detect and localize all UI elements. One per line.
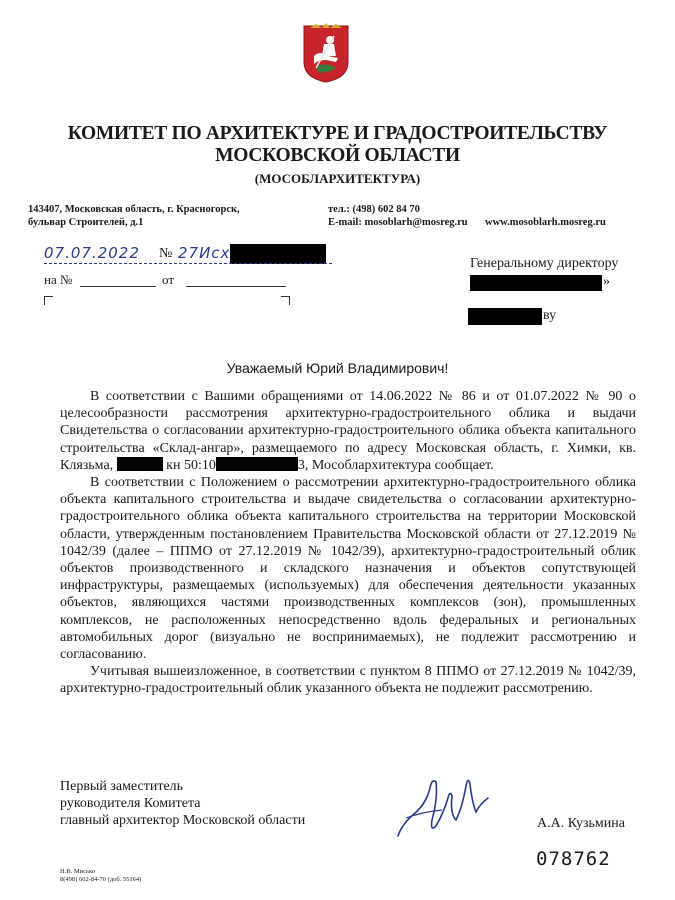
committee-name-line1: КОМИТЕТ ПО АРХИТЕКТУРЕ И ГРАДОСТРОИТЕЛЬСТВУ <box>67 123 608 144</box>
on-number-label: на № <box>44 272 73 287</box>
signatory-name: А.А. Кузьмина <box>537 816 625 831</box>
contact-block <box>328 203 468 229</box>
address-line2: бульвар Строителей, д.1 <box>28 217 144 228</box>
on-number-field <box>80 286 156 287</box>
incoming-reference <box>44 272 332 290</box>
redaction-box <box>117 457 163 471</box>
handwritten-signature-icon <box>392 768 502 848</box>
recipient-company-tail: » <box>603 274 610 289</box>
signatory-title-line2: руководителя Комитета <box>60 796 201 811</box>
corner-mark-right <box>281 296 290 305</box>
from-field <box>186 286 286 287</box>
redaction-box <box>230 244 326 264</box>
paragraph-2: В соответствии с Положением о рассмотрении архитектурно-градостроительного облика объекта капитального строительства и выдаче свидетельства о согласовании архитектурно-градостроительного облика объекта капитального строительства на территории Московской области, утвержденным постановлением Правительства Московской области от 27.12.2019 № 1042/39 (далее – ППМО от 27.12.2019 № 1042/39), архитектурно-градостроительный облик объектов производственного и складского назначения и объектов сопутствующей инфраструктуры, размещаемых (используемых) для обеспечения деятельности указанных объектов, являющихся частями производственных комплексов (зон), промышленных комплексов, не расположенных непосредственно вдоль федеральных и региональных автомобильных дорог (визуально не воспринимаемых), не подлежит рассмотрению и согласованию. <box>60 475 636 663</box>
recipient-position: Генеральному директору <box>470 256 619 271</box>
number-sign: № <box>159 246 173 261</box>
moscow-oblast-coat-of-arms-icon <box>300 22 352 84</box>
from-label: от <box>162 272 175 287</box>
outgoing-date: 07.07.2022 <box>44 244 140 262</box>
signatory-title-line1: Первый заместитель <box>60 779 184 794</box>
signatory-title-line3: главный архитектор Московской области <box>60 813 306 828</box>
letter-body <box>60 388 636 698</box>
address-line1: 143407, Московская область, г. Красногорск, <box>28 204 240 215</box>
recipient-name-tail: ву <box>543 308 557 323</box>
redaction-box <box>216 457 298 471</box>
email: E-mail: mosoblarh@mosreg.ru <box>328 217 468 228</box>
paragraph-1: В соответствии с Вашими обращениями от 14.06.2022 № 86 и от 01.07.2022 № 90 о целесообразности рассмотрения архитектурно-градостроительного облика и выдачи Свидетельства о согласовании архитектурно-градостроительного облика объекта капитального строительства «Склад-ангар», размещаемого по адресу Московская область, г. Химки, кв. Клязьма, кн 50:10 3, Мособлархитектура сообщает. <box>60 389 636 473</box>
document-stamp-number: 078762 <box>536 848 611 870</box>
outgoing-reference <box>44 244 332 264</box>
signatory-title <box>60 778 305 829</box>
outgoing-number: 27Исх <box>178 244 231 262</box>
committee-name-line2: МОСКОВСКОЙ ОБЛАСТИ <box>215 145 460 166</box>
executor-block <box>60 868 141 884</box>
paragraph-3: Учитывая вышеизложенное, в соответствии с пунктом 8 ППМО от 27.12.2019 № 1042/39, архитектурно-градостроительный облик указанного объекта не подлежит рассмотрению. <box>60 664 636 697</box>
greeting: Уважаемый Юрий Владимирович! <box>226 360 449 376</box>
redaction-box <box>470 275 602 291</box>
executor-phone: 8(498) 602-84-70 (доб. 55164) <box>60 876 142 883</box>
executor-name: Н.В. Мисько <box>60 868 96 875</box>
corner-mark-left <box>44 296 53 305</box>
redaction-box <box>468 308 542 325</box>
address-block <box>28 203 240 229</box>
phone: тел.: (498) 602 84 70 <box>328 204 420 215</box>
committee-abbreviation: (МОСОБЛАРХИТЕКТУРА) <box>254 171 421 186</box>
website: www.mosoblarh.mosreg.ru <box>485 217 606 228</box>
